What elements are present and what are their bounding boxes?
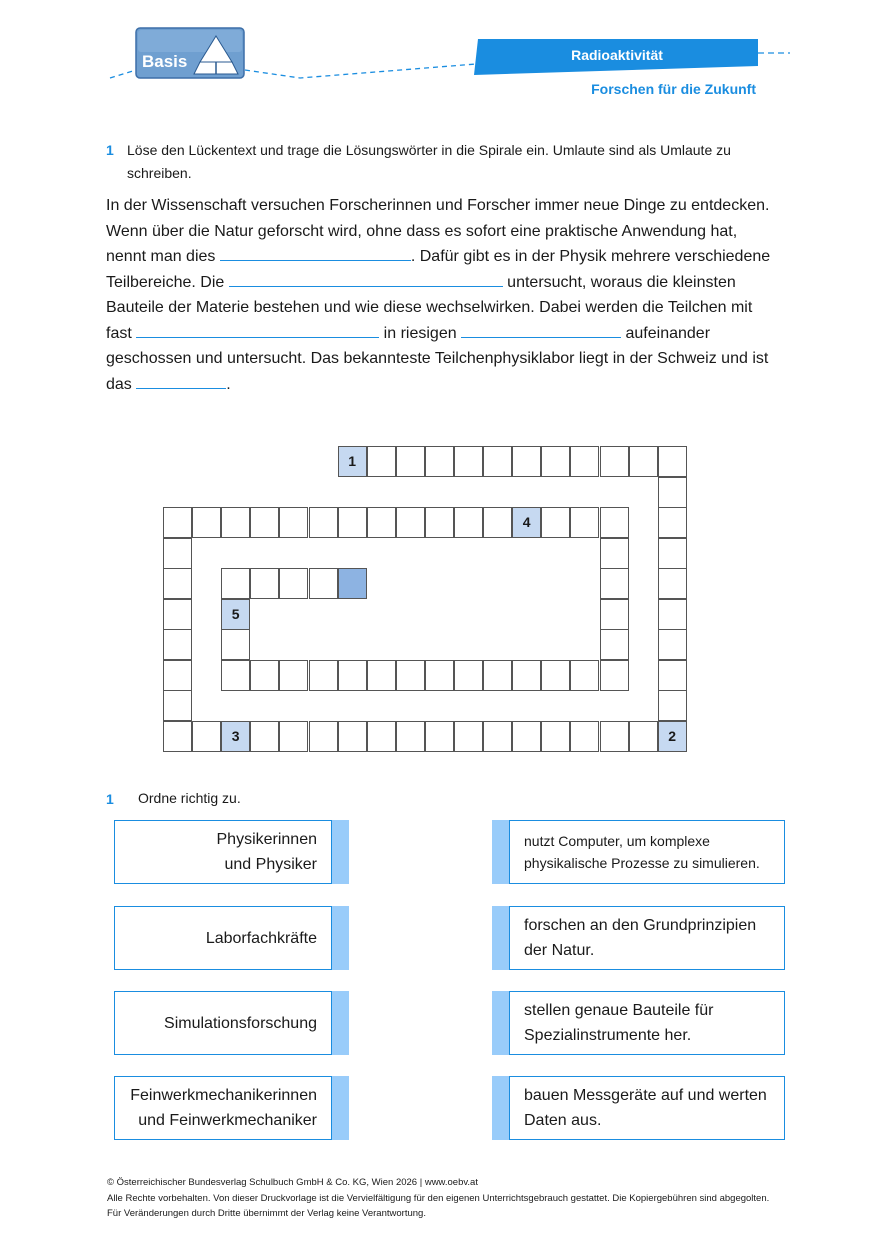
task1-instruction-line2: schreiben.: [127, 165, 192, 181]
spiral-cell[interactable]: [367, 446, 396, 477]
spiral-cell[interactable]: [658, 690, 687, 721]
spiral-cell[interactable]: [425, 660, 454, 691]
spiral-cell[interactable]: [163, 660, 192, 691]
spiral-cell[interactable]: [279, 568, 308, 599]
left-connector-strip[interactable]: [332, 1076, 349, 1140]
topic-title: Radioaktivität: [571, 47, 663, 63]
cloze-text-part: .: [226, 375, 231, 393]
left-card-text: [164, 1011, 317, 1036]
cloze-text-part: nennt man dies: [106, 248, 220, 265]
footer-disclaimer: Für Veränderungen durch Dritte übernimmt der Verlag keine Verantwortung.: [107, 1208, 426, 1219]
spiral-cell[interactable]: [512, 721, 541, 752]
left-card-text: [217, 827, 318, 877]
spiral-cell-numbered[interactable]: [338, 446, 367, 477]
left-card-line: Simulationsforschung: [164, 1014, 317, 1032]
cloze-text-part: . Dafür gibt es in der Physik mehrere verschiedene: [410, 248, 771, 265]
spiral-cell[interactable]: [600, 568, 629, 599]
logo-text: Basis: [142, 52, 188, 71]
spiral-cell-number: 4: [522, 514, 531, 530]
spiral-cell[interactable]: [600, 507, 629, 538]
spiral-cell[interactable]: [192, 721, 221, 752]
spiral-cell[interactable]: [600, 538, 629, 569]
spiral-cell[interactable]: [541, 446, 570, 477]
spiral-cell[interactable]: [658, 507, 687, 538]
right-connector-strip[interactable]: [492, 991, 509, 1055]
right-card-line: physikalische Prozesse zu simulieren.: [524, 855, 760, 871]
spiral-cell[interactable]: [396, 507, 425, 538]
cloze-line: [106, 372, 796, 398]
right-card-line: bauen Messgeräte auf und werten: [524, 1087, 767, 1104]
spiral-cell[interactable]: [309, 660, 338, 691]
left-connector-strip[interactable]: [332, 906, 349, 970]
spiral-cell[interactable]: [163, 599, 192, 630]
left-card-line: und Physiker: [224, 856, 317, 873]
spiral-cell[interactable]: [250, 660, 279, 691]
spiral-cell[interactable]: [279, 660, 308, 691]
cloze-line: geschossen und untersucht. Das bekannteste Teilchenphysiklabor liegt in der Schweiz und ist: [106, 350, 769, 367]
left-card[interactable]: [114, 991, 332, 1055]
spiral-cell[interactable]: [483, 446, 512, 477]
cloze-line: [106, 270, 796, 296]
spiral-cell[interactable]: [163, 568, 192, 599]
spiral-cell[interactable]: [658, 568, 687, 599]
spiral-cell[interactable]: [279, 721, 308, 752]
spiral-cell[interactable]: [163, 629, 192, 660]
left-card-line: Physikerinnen: [216, 831, 317, 848]
cloze-text-part: das: [106, 375, 137, 393]
task2-number: 1: [106, 791, 114, 807]
left-card-text: [206, 926, 317, 951]
spiral-cell[interactable]: [570, 660, 599, 691]
gap-2-input[interactable]: [229, 270, 503, 287]
right-card[interactable]: [509, 820, 785, 884]
spiral-cell-numbered[interactable]: [221, 721, 250, 752]
spiral-cell[interactable]: [454, 660, 483, 691]
right-card[interactable]: [509, 906, 785, 970]
spiral-cell[interactable]: [658, 599, 687, 630]
spiral-cell[interactable]: [483, 660, 512, 691]
spiral-cell[interactable]: [454, 507, 483, 538]
spiral-cell[interactable]: [425, 507, 454, 538]
spiral-cell[interactable]: [163, 538, 192, 569]
right-connector-strip[interactable]: [492, 820, 509, 884]
right-card-line: Spezialinstrumente her.: [524, 1027, 692, 1044]
spiral-cell[interactable]: [338, 721, 367, 752]
spiral-cell[interactable]: [454, 721, 483, 752]
footer-copyright: © Österreichischer Bundesverlag Schulbuch GmbH & Co. KG, Wien 2026 | www.oebv.at: [107, 1177, 478, 1188]
spiral-cell[interactable]: [367, 721, 396, 752]
spiral-cell[interactable]: [658, 629, 687, 660]
task1-instruction-line1: Löse den Lückentext und trage die Lösungswörter in die Spirale ein. Umlaute sind als Umlaute zu: [127, 142, 731, 158]
spiral-cell[interactable]: [338, 507, 367, 538]
right-card[interactable]: [509, 1076, 785, 1140]
spiral-cell[interactable]: [221, 568, 250, 599]
spiral-cell[interactable]: [163, 721, 192, 752]
spiral-cell[interactable]: [221, 507, 250, 538]
spiral-cell[interactable]: [512, 660, 541, 691]
spiral-cell-number: 3: [231, 727, 240, 744]
left-card-line: Laborfachkräfte: [205, 929, 317, 947]
left-connector-strip[interactable]: [332, 820, 349, 884]
cloze-line: [106, 321, 796, 347]
spiral-cell[interactable]: [629, 446, 658, 477]
subtopic-title: Forschen für die Zukunft: [591, 81, 756, 97]
spiral-cell[interactable]: [483, 507, 512, 538]
right-connector-strip[interactable]: [492, 906, 509, 970]
left-card[interactable]: [114, 1076, 332, 1140]
spiral-cell-numbered[interactable]: [512, 507, 541, 538]
spiral-cell[interactable]: [425, 446, 454, 477]
gap-3-input[interactable]: [136, 321, 379, 338]
spiral-cell[interactable]: [309, 568, 338, 599]
right-card-line: der Natur.: [524, 942, 595, 959]
task2-instruction: Ordne richtig zu.: [138, 790, 241, 806]
gap-5-input[interactable]: [136, 372, 226, 389]
spiral-cell[interactable]: [163, 690, 192, 721]
spiral-cell[interactable]: [600, 446, 629, 477]
right-card-text: [524, 998, 713, 1048]
task1-number: 1: [106, 142, 114, 158]
spiral-cell[interactable]: [367, 507, 396, 538]
spiral-cell[interactable]: [658, 446, 687, 477]
gap-1-input[interactable]: [220, 244, 411, 261]
right-card-text: [524, 913, 756, 963]
spiral-cell[interactable]: [570, 721, 599, 752]
spiral-cell-numbered[interactable]: [658, 721, 687, 752]
gap-4-input[interactable]: [461, 321, 621, 338]
cloze-text: [106, 193, 796, 397]
right-connector-strip[interactable]: [492, 1076, 509, 1140]
spiral-cell[interactable]: [658, 477, 687, 508]
cloze-text-part: fast: [106, 324, 137, 342]
spiral-cell-numbered[interactable]: [221, 599, 250, 630]
spiral-cell[interactable]: [600, 721, 629, 752]
left-card-text: [130, 1083, 317, 1133]
left-card[interactable]: [114, 906, 332, 970]
cloze-line: Wenn über die Natur geforscht wird, ohne dass es sofort eine praktische Anwendung hat,: [106, 222, 738, 240]
footer-rights: Alle Rechte vorbehalten. Von dieser Druckvorlage ist die Vervielfältigung für den eigenen Unterrichtsgebrauch gestattet. Die Kopiergebühren sind abgegolten.: [107, 1193, 770, 1204]
right-card-line: nutzt Computer, um komplexe: [524, 833, 710, 849]
cloze-line: Bauteile der Materie bestehen und wie diese wechselwirken. Dabei werden die Teilchen mit: [106, 299, 753, 316]
spiral-cell-number: 1: [348, 453, 356, 469]
spiral-cell[interactable]: [396, 660, 425, 691]
spiral-cell[interactable]: [338, 568, 367, 599]
left-card-line: Feinwerkmechanikerinnen: [130, 1087, 317, 1104]
right-card-text: [524, 1083, 767, 1133]
cloze-text-part: Teilbereiche. Die: [106, 273, 229, 291]
spiral-cell[interactable]: [600, 599, 629, 630]
spiral-cell[interactable]: [483, 721, 512, 752]
spiral-cell[interactable]: [250, 507, 279, 538]
spiral-cell[interactable]: [658, 660, 687, 691]
spiral-cell[interactable]: [600, 660, 629, 691]
spiral-cell[interactable]: [541, 660, 570, 691]
spiral-cell[interactable]: [250, 721, 279, 752]
left-connector-strip[interactable]: [332, 991, 349, 1055]
spiral-cell[interactable]: [221, 629, 250, 660]
right-card-line: forschen an den Grundprinzipien: [524, 917, 757, 934]
spiral-cell[interactable]: [425, 721, 454, 752]
left-card[interactable]: [114, 820, 332, 884]
spiral-cell-number: 5: [231, 605, 240, 622]
cloze-line: [106, 244, 796, 270]
spiral-cell[interactable]: [338, 660, 367, 691]
spiral-cell[interactable]: [570, 507, 599, 538]
spiral-cell[interactable]: [250, 568, 279, 599]
spiral-cell-number: 2: [668, 727, 677, 744]
right-card[interactable]: [509, 991, 785, 1055]
spiral-cell[interactable]: [309, 507, 338, 538]
spiral-cell[interactable]: [541, 507, 570, 538]
spiral-cell[interactable]: [658, 538, 687, 569]
spiral-cell[interactable]: [600, 629, 629, 660]
spiral-cell[interactable]: [512, 446, 541, 477]
cloze-line: In der Wissenschaft versuchen Forscherinnen und Forscher immer neue Dinge zu entdecken.: [106, 197, 770, 214]
spiral-cell[interactable]: [570, 446, 599, 477]
spiral-cell[interactable]: [541, 721, 570, 752]
spiral-cell[interactable]: [221, 660, 250, 691]
spiral-cell[interactable]: [367, 660, 396, 691]
right-card-line: stellen genaue Bauteile für: [524, 1002, 714, 1019]
spiral-cell[interactable]: [454, 446, 483, 477]
left-card-line: und Feinwerkmechaniker: [138, 1112, 317, 1129]
cloze-text-part: aufeinander: [621, 324, 711, 342]
spiral-cell[interactable]: [396, 446, 425, 477]
spiral-cell[interactable]: [163, 507, 192, 538]
right-card-line: Daten aus.: [524, 1112, 602, 1129]
spiral-cell[interactable]: [629, 721, 658, 752]
spiral-cell[interactable]: [279, 507, 308, 538]
spiral-cell[interactable]: [309, 721, 338, 752]
spiral-cell[interactable]: [192, 507, 221, 538]
right-card-text: [524, 830, 760, 874]
spiral-cell[interactable]: [396, 721, 425, 752]
cloze-text-part: untersucht, woraus die kleinsten: [502, 273, 736, 291]
cloze-text-part: in riesigen: [379, 324, 462, 342]
